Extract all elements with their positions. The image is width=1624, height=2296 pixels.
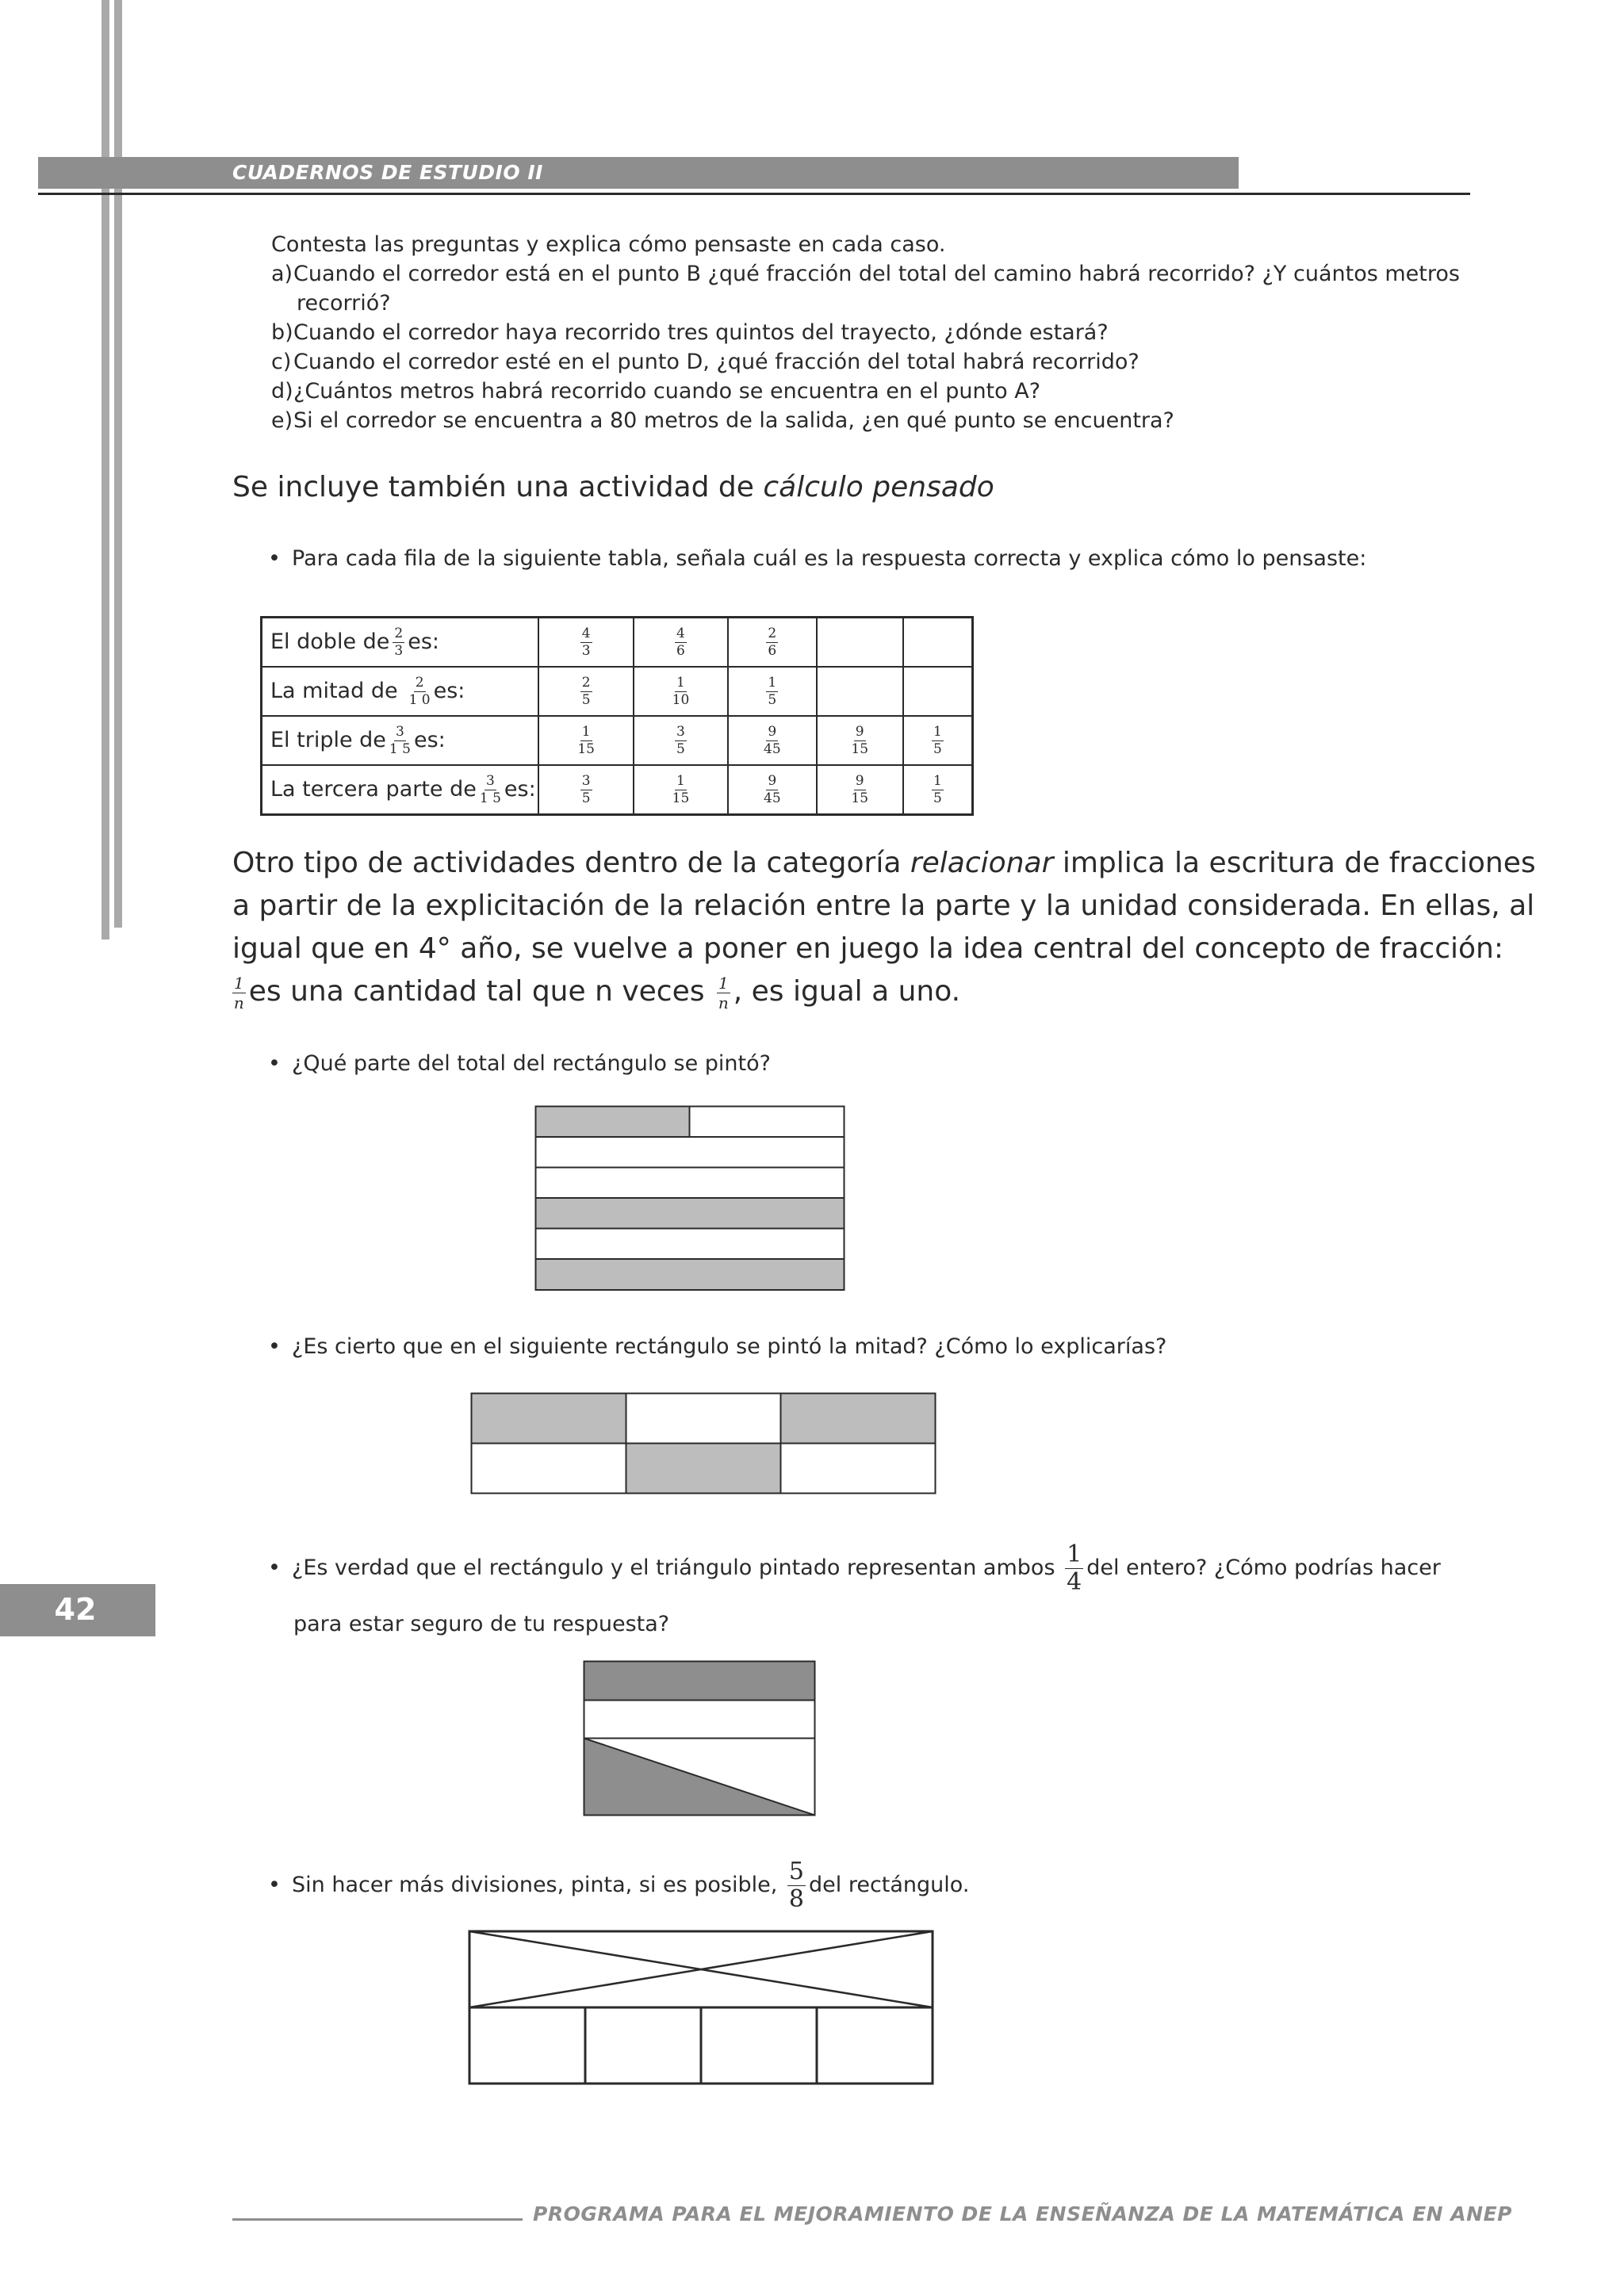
table-row [262,765,973,815]
table-cell[interactable] [817,765,903,815]
row-2-den: 1 0 [408,691,431,708]
decorative-bar-outer [102,0,109,939]
questions-list [271,259,1477,442]
option-num: 1 [768,674,777,691]
option-num: 1 [933,723,942,740]
bullet-5-text-post: del rectángulo. [809,1873,970,1897]
bullet-5-symbol: • [268,1873,281,1897]
table-cell[interactable] [903,765,973,815]
fraction-1-over-n-2 [717,975,730,1011]
table-cell[interactable] [728,716,816,765]
option-den: 6 [676,642,685,659]
bullet-3-symbol: • [268,1334,281,1359]
header-title: CUADERNOS DE ESTUDIO II [232,161,543,184]
option-num: 1 [676,674,685,691]
bullet-5 [268,1860,969,1911]
paragraph-l4a: es una cantidad tal que n veces [248,975,705,1008]
row-4-den: 1 5 [479,790,501,806]
bottom-cell-4[interactable] [817,2007,933,2084]
row-1-fraction [393,627,404,658]
table-cell-empty [903,667,973,716]
calc-section-text: Se incluye también una actividad de [232,471,764,503]
option-den: 15 [851,790,869,806]
fraction-den: 4 [1067,1568,1082,1596]
bullet-2-text: ¿Qué parte del total del rectángulo se pintó? [292,1051,771,1076]
option-den: 45 [764,790,781,806]
relacionar-paragraph [232,842,1536,1013]
table-cell-empty [817,667,903,716]
bottom-cell-1[interactable] [469,2007,585,2084]
table-cell[interactable] [817,716,903,765]
question-a-continued [297,289,391,318]
option-den: 10 [672,691,690,708]
strip-3 [536,1168,845,1199]
table-cell[interactable] [538,667,633,716]
question-c [271,347,1139,377]
bullet-1-text: Para cada fila de la siguiente tabla, señala cuál es la respuesta correcta y explica cómo lo pensaste: [292,546,1367,571]
option-num: 3 [676,723,685,740]
header-bar [38,157,1239,189]
top-band-shaded [584,1662,815,1701]
question-e-text: Si el corredor se encuentra a 80 metros de la salida, ¿en qué punto se encuentra? [293,408,1174,433]
option-den: 3 [581,642,591,659]
figure-rectangle-triangle [583,1660,816,1817]
table-cell[interactable] [634,716,728,765]
strip-5 [536,1229,845,1260]
grid-cell-4 [472,1444,626,1494]
question-a [271,259,1460,289]
paragraph-line-3: igual que en 4° año, se vuelve a poner en juego la idea central del concepto de fracción: [232,932,1503,965]
header-rule [38,193,1470,195]
option-num: 2 [768,625,777,641]
table-row [262,716,973,765]
fraction-den: n [233,993,244,1012]
option-num: 1 [676,772,685,789]
figure-grid-rectangle [470,1392,936,1495]
row-4-post: es: [504,776,536,802]
question-a-text-2: recorrió? [297,291,391,316]
decorative-bar-inner [114,0,122,928]
table-cell[interactable] [728,765,816,815]
row-3-den: 1 5 [389,740,411,757]
question-a-text: Cuando el corredor está en el punto B ¿qué fracción del total del camino habrá recorrido? ¿Y cuántos metros [293,262,1460,286]
question-c-text: Cuando el corredor esté en el punto D, ¿qué fracción del total habrá recorrido? [293,350,1139,374]
bullet-4-text-pre: ¿Es verdad que el rectángulo y el triángulo pintado representan ambos [292,1556,1055,1580]
row-4-num: 3 [485,772,495,789]
bullet-4 [268,1540,1441,1596]
paragraph-l4b: , es igual a uno. [733,975,961,1008]
grid-cell-5-shaded [626,1444,781,1494]
question-e [271,406,1174,435]
fraction-num: 1 [234,973,244,993]
grid-cell-1-shaded [472,1394,626,1444]
option-den: 45 [764,740,781,757]
option-den: 15 [577,740,595,757]
table-row [262,618,973,668]
option-num: 9 [855,772,864,789]
table-cell-empty [903,618,973,668]
table-cell[interactable] [538,716,633,765]
option-num: 9 [768,772,777,789]
table-row-label [262,618,539,668]
strip-2 [536,1137,845,1168]
calc-section-emphasis: cálculo pensado [763,471,994,503]
bullet-4-line-2: para estar seguro de tu respuesta? [293,1612,670,1636]
option-den: 5 [933,740,942,757]
figure-strips-rectangle [534,1105,845,1292]
row-2-pre: La mitad de [270,678,398,703]
grid-cell-6 [781,1444,936,1494]
row-1-den: 3 [394,642,404,659]
option-num: 1 [581,723,591,740]
option-num: 9 [768,723,777,740]
option-num: 2 [581,674,591,691]
table-row-label [262,667,539,716]
row-3-fraction [389,725,411,756]
questions-intro: Contesta las preguntas y explica cómo pensaste en cada caso. [271,232,946,257]
bullet-3 [268,1332,1166,1361]
paragraph-l1-em: relacionar [910,847,1054,879]
strip-6-shaded [536,1259,845,1290]
bottom-cell-2[interactable] [585,2007,701,2084]
bullet-1 [268,544,1366,573]
bullet-1-symbol: • [268,546,281,571]
page-number: 42 [54,1592,97,1627]
row-1-post: es: [408,629,439,654]
bullet-4-text-post: del entero? ¿Cómo podrías hacer [1086,1556,1441,1580]
row-4-fraction [479,772,501,806]
row-1-pre: El doble de [270,629,390,654]
row-2-fraction [409,676,431,707]
figure-divided-rectangle [468,1930,934,2085]
question-b [271,318,1109,347]
bottom-cell-3[interactable] [701,2007,817,2084]
bullet-3-text: ¿Es cierto que en el siguiente rectángulo se pintó la mitad? ¿Cómo lo explicarías? [292,1334,1167,1359]
calc-section-heading [232,466,994,509]
bullet-2-symbol: • [268,1051,281,1076]
table-cell[interactable] [634,765,728,815]
paragraph-l1-post: implica la escritura de fracciones [1053,847,1536,879]
option-den: 5 [581,691,591,708]
option-den: 6 [768,642,777,659]
question-c-mark: c) [271,350,292,374]
fraction-num: 1 [718,973,729,993]
option-num: 9 [855,723,864,740]
question-b-mark: b) [271,320,293,345]
fraction-num: 1 [1067,1540,1082,1568]
option-den: 15 [851,740,869,757]
row-2-num: 2 [415,674,424,691]
fraction-den: n [718,993,729,1012]
table-row-label [262,765,539,815]
option-den: 5 [676,740,685,757]
fraction-den: 8 [788,1885,804,1913]
table-cell-empty [817,618,903,668]
row-3-num: 3 [396,723,404,740]
middle-band [584,1701,815,1739]
option-den: 5 [768,691,777,708]
option-den: 5 [933,790,942,806]
fraction-1-over-n [232,975,246,1011]
row-3-pre: El triple de [270,727,386,752]
bullet-2 [268,1049,771,1078]
grid-cell-2 [626,1394,781,1444]
option-den: 5 [581,790,591,806]
table-row [262,667,973,716]
strip-1-white-half [690,1107,845,1138]
table-cell[interactable] [538,765,633,815]
table-cell[interactable] [538,618,633,668]
option-den: 15 [672,790,690,806]
bullet-5-text-pre: Sin hacer más divisiones, pinta, si es posible, [292,1873,778,1897]
question-d [271,377,1040,406]
row-4-pre: La tercera parte de [270,776,477,802]
table-cell[interactable] [728,667,816,716]
bullet-4-symbol: • [268,1556,281,1580]
question-e-mark: e) [271,408,293,433]
paragraph-line-1 [232,842,1536,885]
calc-table [260,616,974,816]
row-1-num: 2 [394,625,404,641]
fraction-one-quarter [1065,1540,1083,1596]
row-3-post: es: [413,727,446,752]
question-a-mark: a) [271,262,293,286]
grid-cell-3-shaded [781,1394,936,1444]
footer-rule [232,2218,523,2221]
question-d-mark: d) [271,379,293,404]
option-num: 4 [676,625,685,641]
strip-1-shaded-half [536,1107,690,1138]
table-cell[interactable] [903,716,973,765]
table-cell[interactable] [728,618,816,668]
fraction-num: 5 [788,1858,804,1885]
question-b-text: Cuando el corredor haya recorrido tres quintos del trayecto, ¿dónde estará? [293,320,1109,345]
table-row-label [262,716,539,765]
question-d-text: ¿Cuántos metros habrá recorrido cuando se encuentra en el punto A? [293,379,1041,404]
footer-text: PROGRAMA PARA EL MEJORAMIENTO DE LA ENSEÑANZA DE LA MATEMÁTICA EN ANEP [533,2202,1512,2225]
paragraph-line-4 [232,970,1471,1013]
option-num: 1 [933,772,942,789]
table-cell[interactable] [634,667,728,716]
table-cell[interactable] [634,618,728,668]
paragraph-l1-pre: Otro tipo de actividades dentro de la categoría [232,847,910,879]
fraction-five-eighths [787,1860,806,1911]
row-2-post: es: [433,678,465,703]
paragraph-line-2: a partir de la explicitación de la relación entre la parte y la unidad considerada. En ellas, al [232,890,1535,922]
option-num: 4 [581,625,591,641]
option-num: 3 [581,772,591,789]
strip-4-shaded [536,1198,845,1229]
